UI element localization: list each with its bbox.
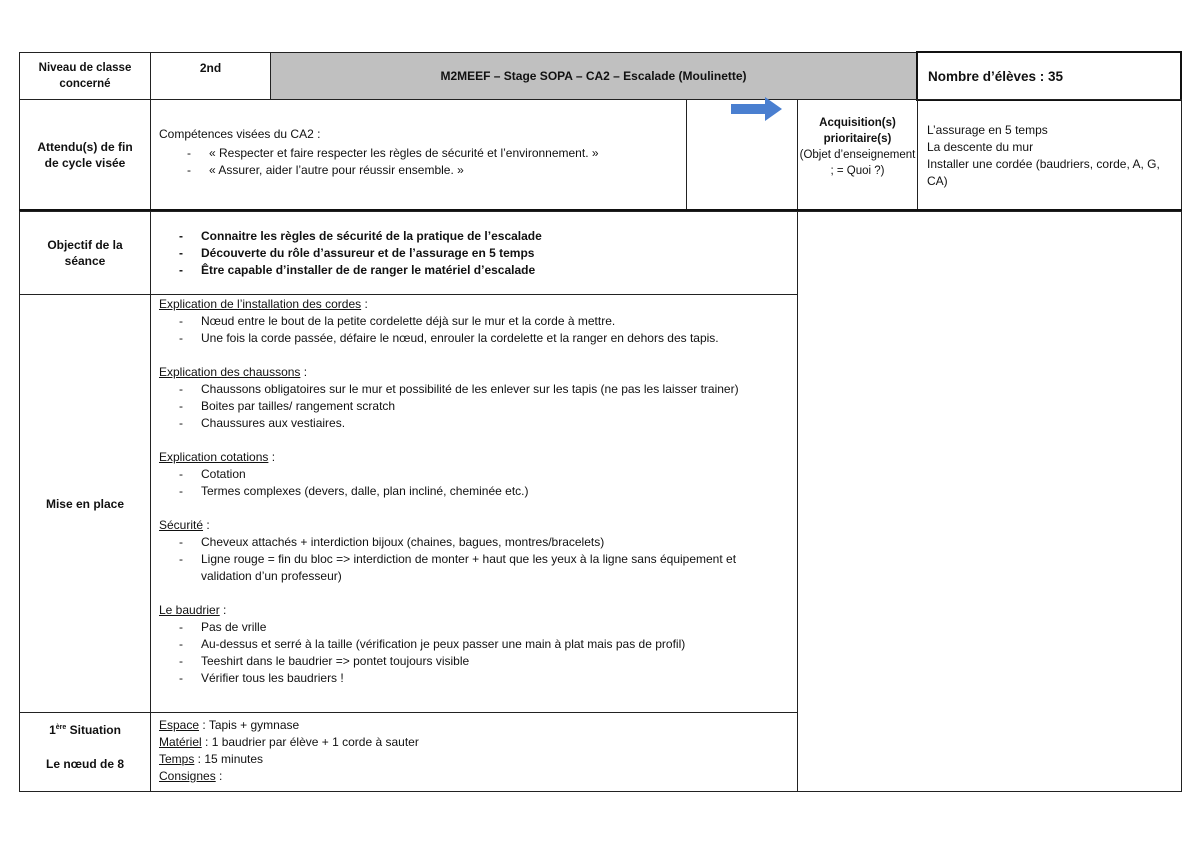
objectif-content <box>150 211 798 295</box>
nb-eleves: Nombre d’élèves : 35 <box>916 51 1182 101</box>
section-list <box>151 381 791 432</box>
acquisition-content <box>917 99 1182 211</box>
list-item: - « Assurer, aider l’autre pour réussir ensemble. » <box>159 162 686 179</box>
situation-content <box>150 712 798 792</box>
situation-row: Consignes : <box>159 769 223 783</box>
list-item: - Découverte du rôle d’assureur et de l’assurage en 5 temps <box>151 245 797 262</box>
section-title: Sécurité : <box>159 518 210 532</box>
list-item: - Chaussures aux vestiaires. <box>151 415 791 432</box>
objectif-list <box>151 228 797 279</box>
situation-row: Temps : 15 minutes <box>159 752 264 766</box>
list-item: - Ligne rouge = fin du bloc => interdiction de monter + haut que les yeux à la ligne sans équipement et validation d’un professeur) <box>151 551 771 585</box>
attendu-label: Attendu(s) de fin de cycle visée <box>19 99 151 211</box>
list-item: - Pas de vrille <box>151 619 791 636</box>
list-item: - Boites par tailles/ rangement scratch <box>151 398 791 415</box>
section-title: Explication des chaussons : <box>159 365 308 379</box>
mise-en-place-label: Mise en place <box>19 294 151 713</box>
section-title: Le baudrier : <box>159 603 227 617</box>
niveau-value: 2nd <box>150 52 271 100</box>
situation-title: 1ère Situation <box>49 723 121 737</box>
section-list <box>151 466 791 500</box>
acquisition-label: Acquisition(s) prioritaire(s) (Objet d’enseignement ; = Quoi ?) <box>797 99 918 211</box>
attendu-content <box>150 99 687 211</box>
list-item: - Termes complexes (devers, dalle, plan incliné, cheminée etc.) <box>151 483 791 500</box>
section-title: Explication de l’installation des cordes : <box>159 297 368 311</box>
list-item: - Vérifier tous les baudriers ! <box>151 670 791 687</box>
list-item: - Une fois la corde passée, défaire le nœud, enrouler la cordelette et la ranger en dehors des tapis. <box>151 330 791 347</box>
mise-en-place-content <box>150 294 798 713</box>
list-item: - Être capable d’installer de de ranger le matériel d’escalade <box>151 262 797 279</box>
attendu-list <box>159 145 686 179</box>
section-title: Explication cotations : <box>159 450 276 464</box>
list-item: - Connaitre les règles de sécurité de la pratique de l’escalade <box>151 228 797 245</box>
section-list <box>151 619 791 687</box>
list-item: - Nœud entre le bout de la petite cordelette déjà sur le mur et la corde à mettre. <box>151 313 791 330</box>
acquisition-line: L’assurage en 5 temps <box>927 123 1048 137</box>
situation-subtitle: Le nœud de 8 <box>46 757 124 771</box>
niveau-label: Niveau de classe concerné <box>19 52 151 100</box>
situation-row: Matériel : 1 baudrier par élève + 1 corde à sauter <box>159 735 419 749</box>
page-title: M2MEEF – Stage SOPA – CA2 – Escalade (Moulinette) <box>270 52 917 100</box>
list-item: - « Respecter et faire respecter les règles de sécurité et l’environnement. » <box>159 145 686 162</box>
situation-row: Espace : Tapis + gymnase <box>159 718 300 732</box>
list-item: - Au-dessus et serré à la taille (vérification je peux passer une main à plat mais pas de profil) <box>151 636 791 653</box>
list-item: - Cheveux attachés + interdiction bijoux (chaines, bagues, montres/bracelets) <box>151 534 771 551</box>
list-item: - Cotation <box>151 466 791 483</box>
right-empty-area <box>797 211 1182 792</box>
attendu-intro: Compétences visées du CA2 : <box>159 127 321 141</box>
situation-label <box>19 712 151 792</box>
objectif-label: Objectif de la séance <box>19 211 151 295</box>
acquisition-line: Installer une cordée (baudriers, corde, A, G, CA) <box>927 157 1160 188</box>
list-item: - Teeshirt dans le baudrier => pontet toujours visible <box>151 653 791 670</box>
section-list <box>151 313 791 347</box>
acquisition-line: La descente du mur <box>927 140 1034 154</box>
arrow-right-icon <box>731 97 783 123</box>
list-item: - Chaussons obligatoires sur le mur et possibilité de les enlever sur les tapis (ne pas les laisser trainer) <box>151 381 791 398</box>
section-list <box>151 534 791 585</box>
